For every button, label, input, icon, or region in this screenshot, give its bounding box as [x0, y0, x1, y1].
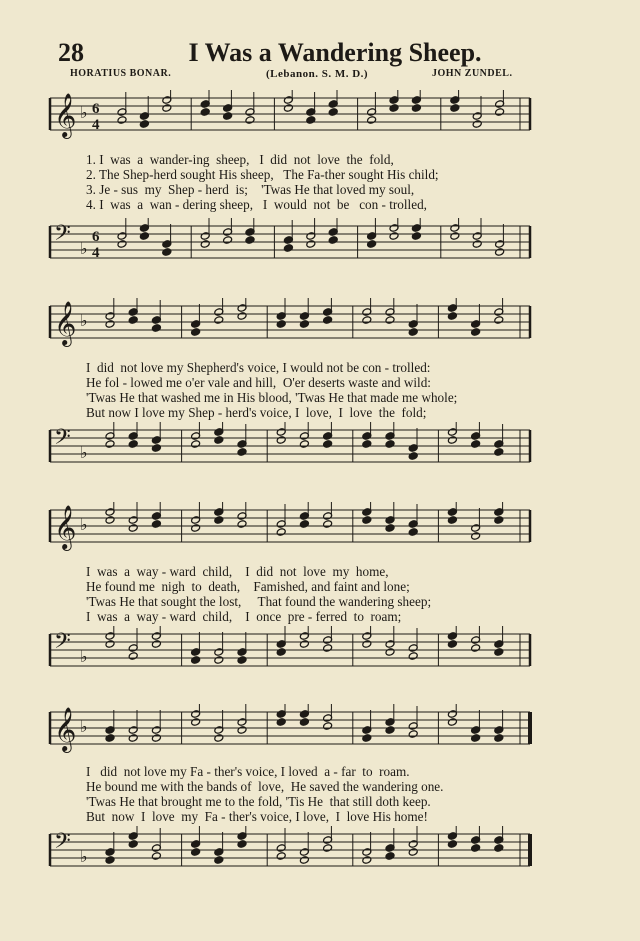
lyric-verse-2: 2. The Shep-herd sought His sheep, The Fa-ther sought His child;	[86, 167, 439, 182]
flat-icon: ♭	[80, 717, 88, 736]
flat-icon: ♭	[80, 515, 88, 534]
time-sig-bottom: 4	[92, 117, 100, 133]
note-heads	[105, 626, 504, 664]
treble-clef-icon: 𝄞	[54, 707, 77, 751]
music-system-4	[40, 704, 540, 884]
bass-clef-icon: 𝄢	[54, 829, 71, 859]
lyric-verse-1: I was a way - ward child, I did not love my home,	[86, 564, 389, 579]
note-heads	[105, 704, 504, 742]
lyric-verse-2: He bound me with the bands of love, He saved the wandering one.	[86, 779, 444, 794]
flat-icon: ♭	[80, 311, 88, 330]
treble-clef-icon: 𝄞	[54, 93, 77, 137]
author-credit: HORATIUS BONAR.	[70, 68, 172, 79]
lyric-verse-2: He found me nigh to death, Famished, and faint and lone;	[86, 579, 410, 594]
note-heads	[117, 218, 505, 256]
bass-clef-icon: 𝄢	[54, 425, 71, 455]
bass-staff-4	[40, 826, 540, 880]
lyric-verse-1: I did not love my Fa - ther's voice, I loved a - far to roam.	[86, 764, 410, 779]
flat-icon: ♭	[80, 103, 88, 122]
time-sig-top: 6	[92, 229, 100, 245]
lyric-verse-2: He fol - lowed me o'er vale and hill, O'er deserts waste and wild:	[86, 375, 431, 390]
lyric-verse-4: I was a way - ward child, I once pre - ferred to roam;	[86, 609, 402, 624]
flat-icon: ♭	[80, 443, 88, 462]
bass-clef-icon: 𝄢	[54, 221, 71, 251]
note-heads	[105, 826, 504, 864]
hymn-header	[0, 0, 640, 90]
lyric-verse-3: 'Twas He that brought me to the fold, 'Tis He that still doth keep.	[86, 794, 431, 809]
note-heads	[117, 90, 505, 128]
treble-clef-icon: 𝄞	[54, 301, 77, 345]
hymn-number: 28	[58, 38, 84, 67]
note-heads	[105, 422, 504, 460]
treble-clef-icon: 𝄞	[54, 505, 77, 549]
music-system-2	[40, 298, 540, 468]
hymn-title: I Was a Wandering Sheep.	[188, 38, 482, 67]
tune-name: (Lebanon. S. M. D.)	[266, 68, 369, 80]
lyric-verse-3: 'Twas He that washed me in His blood, 'Twas He that made me whole;	[86, 390, 458, 405]
bass-staff-1	[40, 218, 540, 272]
staff-lines	[50, 306, 530, 338]
lyric-verse-1: 1. I was a wander-ing sheep, I did not love the fold,	[86, 152, 394, 167]
time-sig-top: 6	[92, 101, 100, 117]
bass-clef-icon: 𝄢	[54, 629, 71, 659]
note-heads	[105, 298, 504, 336]
lyric-verse-4: But now I love my Shep - herd's voice, I love, I love the fold;	[86, 405, 427, 420]
lyric-verse-3: 3. Je - sus my Shep - herd is; 'Twas He that loved my soul,	[86, 182, 415, 197]
lyric-verse-3: 'Twas He that sought the lost, That found the wandering sheep;	[86, 594, 432, 609]
staff-lines	[50, 834, 530, 866]
treble-staff-2	[40, 298, 540, 352]
flat-icon: ♭	[80, 239, 88, 258]
lyrics-block-1	[86, 152, 576, 212]
flat-icon: ♭	[80, 647, 88, 666]
note-heads	[105, 502, 504, 540]
staff-lines	[50, 510, 530, 542]
music-system-1	[40, 90, 540, 260]
music-system-3	[40, 502, 540, 672]
lyrics-block-2	[86, 360, 576, 420]
time-sig-bottom: 4	[92, 245, 100, 261]
flat-icon: ♭	[80, 847, 88, 866]
lyric-verse-4: 4. I was a wan - dering sheep, I would not be con - trolled,	[86, 197, 427, 212]
composer-credit: JOHN ZUNDEL.	[432, 68, 513, 79]
lyric-verse-4: But now I love my Fa - ther's voice, I love, I love His home!	[86, 809, 428, 824]
bass-staff-3	[40, 626, 540, 680]
staff-lines	[50, 712, 530, 744]
lyrics-block-3	[86, 564, 576, 624]
staff-lines	[50, 430, 530, 462]
bass-staff-2	[40, 422, 540, 476]
treble-staff-4	[40, 704, 540, 758]
staff-lines	[50, 634, 530, 666]
treble-staff-3	[40, 502, 540, 556]
treble-staff-1	[40, 90, 540, 144]
lyric-verse-1: I did not love my Shepherd's voice, I would not be con - trolled:	[86, 360, 431, 375]
lyrics-block-4	[86, 764, 576, 824]
